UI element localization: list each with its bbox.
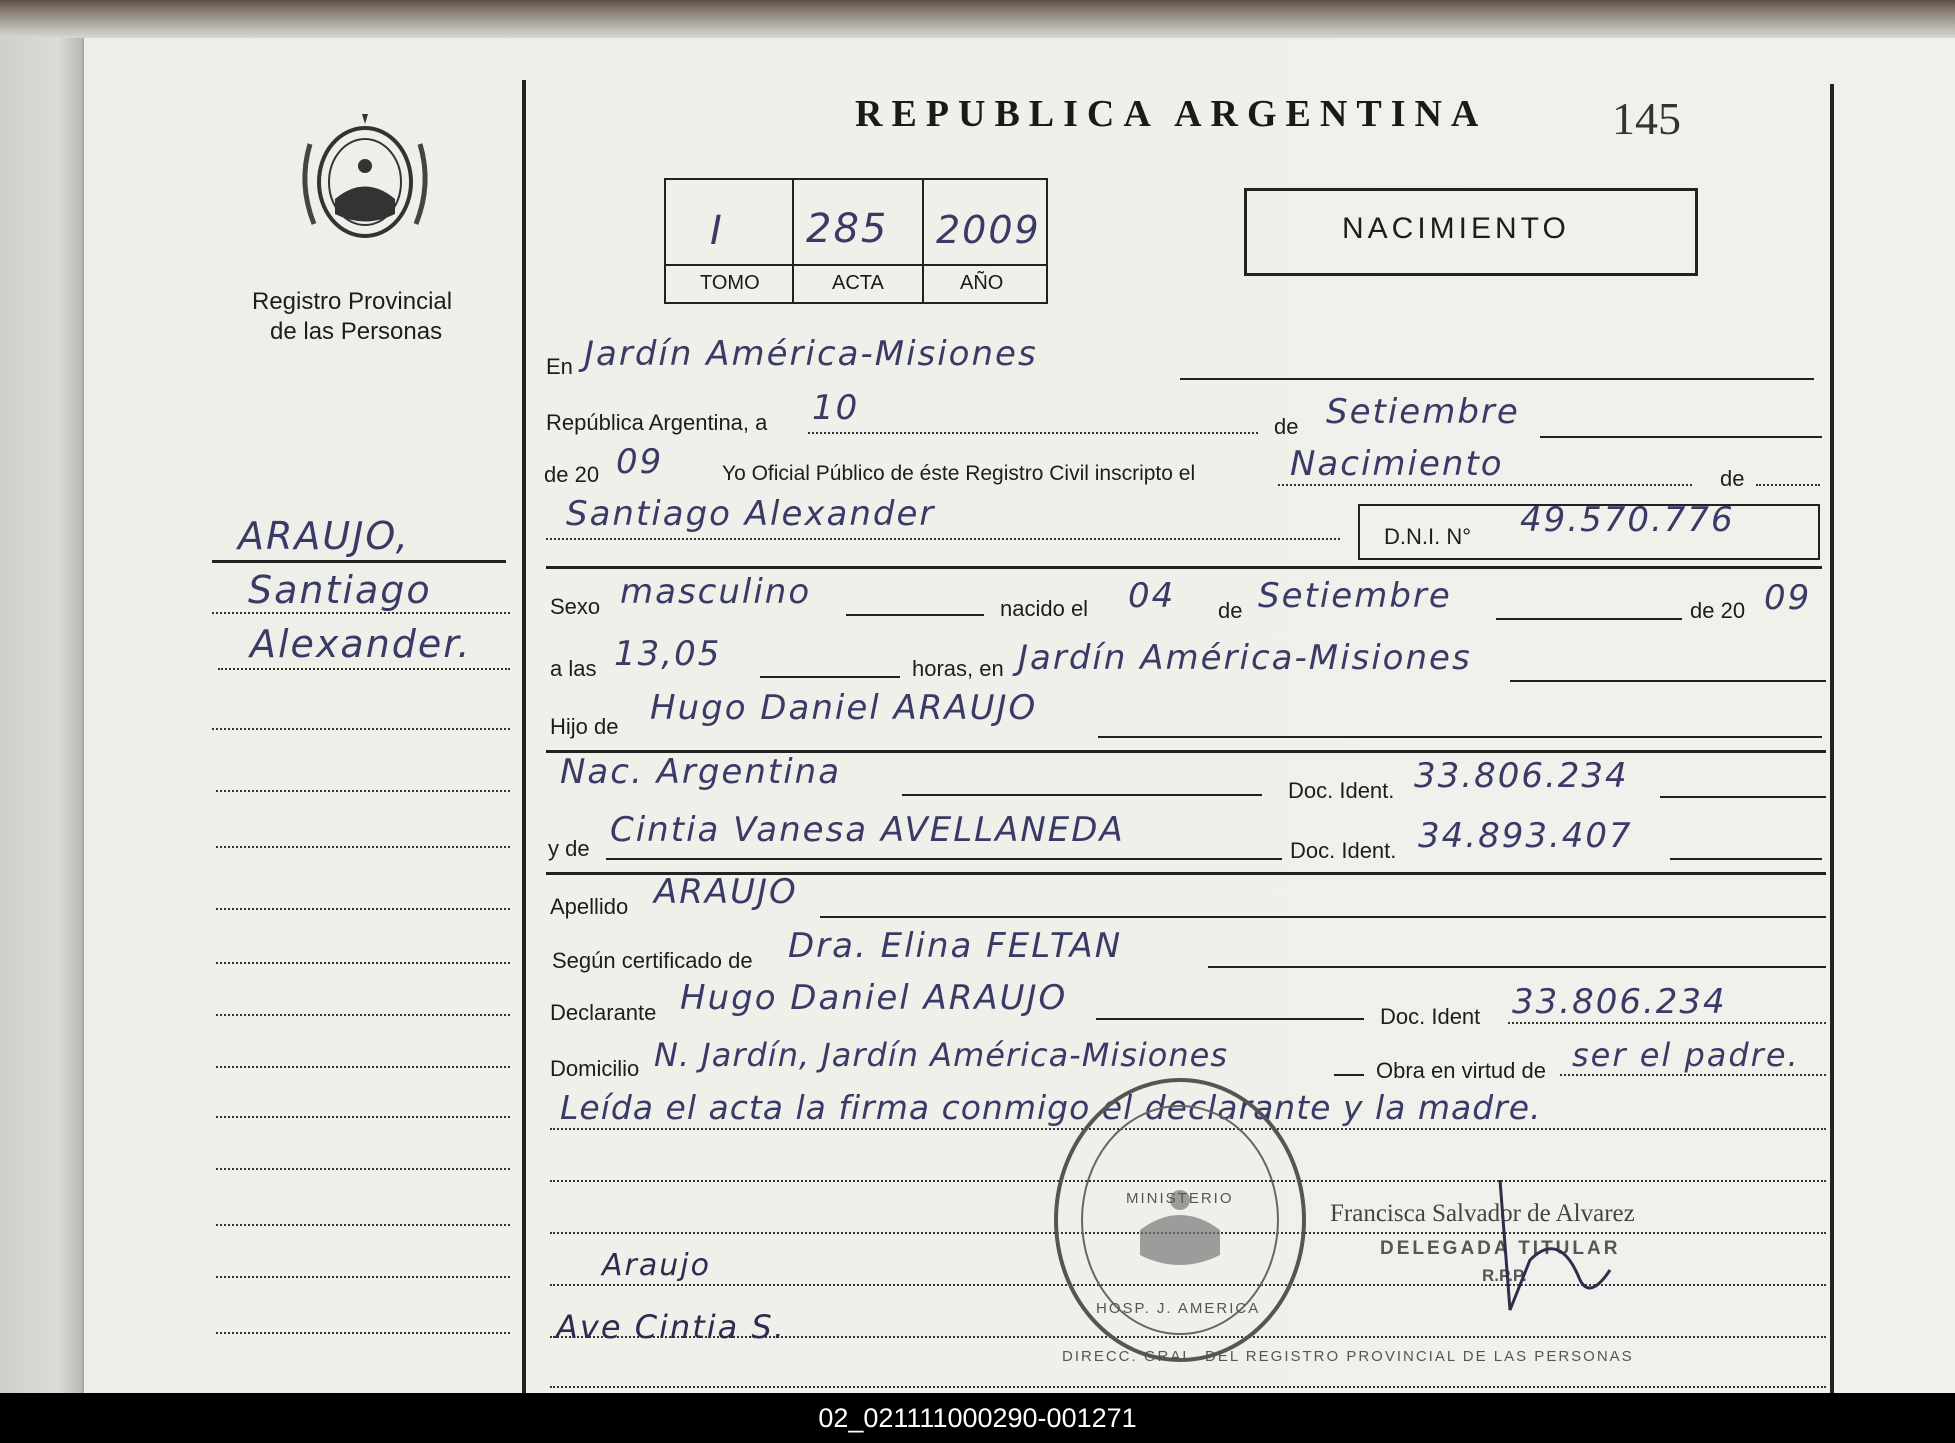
inscribed-value: Nacimiento: [1290, 444, 1504, 484]
form-line: [902, 794, 1262, 796]
margin-line: [216, 908, 510, 910]
tomo-value: I: [710, 208, 724, 254]
margin-line: [216, 962, 510, 964]
margin-given-name-2: Alexander.: [250, 622, 472, 666]
margin-line: [216, 1066, 510, 1068]
child-name: Santiago Alexander: [566, 494, 936, 534]
tomo-label: TOMO: [700, 272, 760, 294]
year-value: 09: [616, 442, 664, 482]
horas-label: horas, en: [912, 656, 1004, 681]
margin-line: [216, 1116, 510, 1118]
oficial-label: Yo Oficial Público de éste Registro Civil inscripto el: [722, 462, 1196, 485]
official-stamp-icon: [1040, 1060, 1320, 1380]
scan-identifier: 02_021111000290-001271: [0, 1393, 1955, 1443]
apellido-value: ARAUJO: [654, 872, 798, 912]
sexo-label: Sexo: [550, 594, 601, 619]
sexo-value: masculino: [620, 572, 812, 612]
domicilio-value: N. Jardín, Jardín América-Misiones: [654, 1036, 1228, 1074]
margin-line: [216, 1332, 510, 1334]
father-doc: 33.806.234: [1414, 756, 1629, 796]
anio-value: 2009: [936, 208, 1041, 252]
declarante-doc: 33.806.234: [1512, 982, 1727, 1022]
margin-line: [216, 1014, 510, 1016]
de-label-3: de: [1218, 598, 1243, 623]
birth-day: 04: [1128, 576, 1176, 616]
margin-line: [212, 612, 510, 614]
form-line: [808, 432, 1258, 434]
form-line: [1508, 1022, 1826, 1024]
doc-label-2: Doc. Ident.: [1290, 838, 1397, 863]
margin-given-name-1: Santiago: [248, 568, 432, 612]
form-line: [1208, 966, 1826, 968]
form-line: [1096, 1018, 1364, 1020]
mother-doc: 34.893.407: [1418, 816, 1633, 856]
en-label: En: [546, 354, 573, 379]
official-signature-icon: [1480, 1170, 1620, 1320]
segun-label: Según certificado de: [552, 948, 753, 973]
birth-year: 09: [1764, 578, 1812, 618]
form-line: [1560, 1074, 1826, 1076]
day-value: 10: [812, 388, 860, 428]
birth-place: Jardín América-Misiones: [1018, 638, 1472, 678]
form-line: [1098, 736, 1822, 738]
closing-text: Leída el acta la firma conmigo el declarante y la madre.: [560, 1088, 1542, 1127]
form-line: [550, 1386, 1826, 1388]
book-spine: [0, 38, 84, 1393]
yde-label: y de: [548, 836, 590, 861]
declarante-value: Hugo Daniel ARAUJO: [680, 978, 1068, 1018]
section-divider: [546, 566, 1822, 569]
tomo-cell: [664, 178, 794, 266]
mother-signature: Ave Cintia S.: [556, 1308, 786, 1346]
margin-line: [218, 668, 510, 670]
apellido-label: Apellido: [550, 894, 629, 919]
father-nationality: Nac. Argentina: [560, 752, 842, 792]
anio-label: AÑO: [960, 272, 1004, 294]
margin-line: [212, 728, 510, 730]
certificado-value: Dra. Elina FELTAN: [788, 926, 1123, 966]
declarante-label: Declarante: [550, 1000, 657, 1025]
doc-label-3: Doc. Ident: [1380, 1004, 1481, 1029]
de-label-2: de: [1720, 466, 1745, 491]
de20-label: de 20: [544, 462, 600, 487]
form-line: [820, 916, 1826, 918]
form-line: [1278, 484, 1692, 486]
form-line: [546, 538, 1340, 540]
frame-left-line: [522, 80, 526, 1393]
republica-label: República Argentina, a: [546, 410, 768, 435]
month-value: Setiembre: [1326, 392, 1520, 432]
hijo-label: Hijo de: [550, 714, 619, 739]
margin-surname: ARAUJO,: [238, 514, 410, 558]
margin-separator: [212, 560, 506, 563]
act-type: NACIMIENTO: [1342, 212, 1570, 245]
margin-line: [216, 1224, 510, 1226]
binding-shadow: [0, 0, 1955, 38]
dni-value: 49.570.776: [1520, 500, 1735, 540]
de20-label-2: de 20: [1690, 598, 1746, 623]
mother-name: Cintia Vanesa AVELLANEDA: [610, 810, 1125, 850]
form-line: [1334, 1074, 1364, 1076]
form-line: [1756, 484, 1820, 486]
father-name: Hugo Daniel ARAUJO: [650, 688, 1038, 728]
acta-label: ACTA: [832, 272, 884, 294]
de-label: de: [1274, 414, 1299, 439]
form-line: [606, 858, 1282, 860]
form-line: [1510, 680, 1826, 682]
form-line: [1496, 618, 1682, 620]
official-name: Francisca Salvador de Alvarez: [1330, 1200, 1635, 1227]
stamp-location: HOSP. J. AMERICA: [1096, 1300, 1261, 1317]
obra-value: ser el padre.: [1572, 1036, 1800, 1074]
form-line: [1660, 796, 1826, 798]
doc-label: Doc. Ident.: [1288, 778, 1395, 803]
nacido-label: nacido el: [1000, 596, 1089, 621]
birth-time: 13,05: [614, 634, 722, 674]
obra-label: Obra en virtud de: [1376, 1058, 1546, 1083]
stamp-text: DIRECC. GRAL. DEL REGISTRO PROVINCIAL DE LAS PERSONAS: [1062, 1348, 1634, 1365]
form-line: [760, 676, 900, 678]
form-line: [1180, 378, 1814, 380]
registry-name-line2: de las Personas: [270, 318, 443, 345]
place-value: Jardín América-Misiones: [584, 334, 1038, 374]
form-line: [846, 614, 984, 616]
margin-line: [216, 846, 510, 848]
alas-label: a las: [550, 656, 597, 681]
registry-name-line1: Registro Provincial: [252, 288, 453, 315]
official-office: R.P.P.: [1482, 1266, 1527, 1285]
birth-month: Setiembre: [1258, 576, 1452, 616]
stamp-ministerio: MINISTERIO: [1126, 1190, 1234, 1207]
page-number: 145: [1612, 93, 1681, 144]
declarante-signature: Araujo: [602, 1248, 711, 1283]
domicilio-label: Domicilio: [550, 1056, 640, 1081]
official-title: DELEGADA TITULAR: [1380, 1238, 1621, 1259]
margin-line: [216, 1168, 510, 1170]
page-title: REPUBLICA ARGENTINA: [855, 93, 1488, 135]
margin-line: [216, 1276, 510, 1278]
frame-right-line: [1830, 84, 1834, 1393]
form-line: [1540, 436, 1822, 438]
margin-line: [216, 790, 510, 792]
provincial-seal-icon: [290, 104, 440, 264]
form-line: [1670, 858, 1822, 860]
acta-value: 285: [806, 206, 889, 252]
dni-label: D.N.I. N°: [1384, 524, 1472, 549]
